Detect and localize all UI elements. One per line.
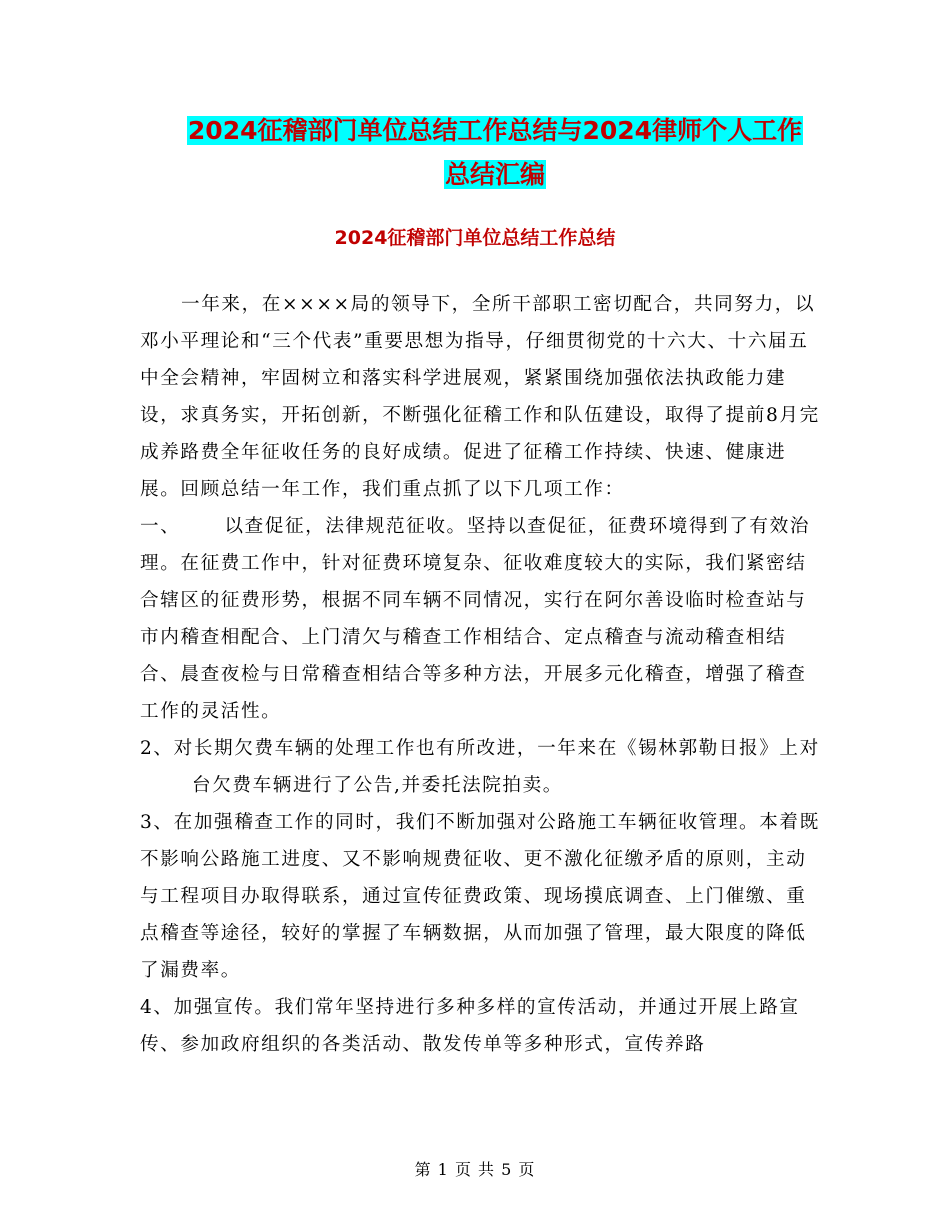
document-title-line1 (140, 117, 850, 145)
item-2-text-part1: 2、对长期欠费车辆的处理工作也有所改进，一年来在《锡林郭勒日报》上对 (140, 738, 820, 759)
item-1-number: 一、 (140, 516, 181, 537)
item-1-text: 以查促征，法律规范征收。坚持以查促征，征费环境得到了有效治理。在征费工作中，针对征费环境复杂、征收难度较大的实际，我们紧密结合辖区的征费形势，根据不同车辆不同情况，实行在阿尔善设临时检查站与市内稽查相配合、上门清欠与稽查工作相结合、定点稽查与流动稽查相结合、晨查夜检与日常稽查相结合等多种方法，开展多元化稽查，增强了稽查工作的灵活性。 (140, 516, 811, 722)
document-body (140, 286, 820, 1063)
item-3-paragraph: 3、在加强稽查工作的同时，我们不断加强对公路施工车辆征收管理。本着既不影响公路施工进度、又不影响规费征收、更不激化征缴矛盾的原则，主动与工程项目办取得联系，通过宣传征费政策、现场摸底调查、上门催缴、重点稽查等途径，较好的掌握了车辆数据，从而加强了管理，最大限度的降低了漏费率。 (140, 812, 820, 981)
item-1-paragraph (140, 508, 820, 730)
item-4-paragraph: 4、加强宣传。我们常年坚持进行多种多样的宣传活动，并通过开展上路宣传、参加政府组织的各类活动、散发传单等多种形式，宣传养路 (140, 997, 800, 1055)
item-2-paragraph (140, 730, 820, 804)
section-title: 2024征稽部门单位总结工作总结 (334, 227, 616, 249)
document-title-line2 (140, 161, 850, 189)
page-footer: 第 1 页 共 5 页 (414, 1160, 536, 1179)
intro-paragraph: 一年来，在××××局的领导下，全所干部职工密切配合，共同努力，以邓小平理论和“三个代表”重要思想为指导，仔细贯彻党的十六大、十六届五中全会精神，牢固树立和落实科学进展观，紧紧围绕加强依法执政能力建设，求真务实，开拓创新，不断强化征稽工作和队伍建设，取得了提前8月完成养路费全年征收任务的良好成绩。促进了征稽工作持续、快速、健康进展。回顾总结一年工作，我们重点抓了以下几项工作： (140, 294, 820, 500)
document-title-text-2: 总结汇编 (444, 160, 545, 189)
item-2-text-part2: 台欠费车辆进行了公告,并委托法院拍卖。 (192, 775, 563, 796)
document-title-text-1: 2024征稽部门单位总结工作总结与2024律师个人工作 (187, 116, 803, 145)
